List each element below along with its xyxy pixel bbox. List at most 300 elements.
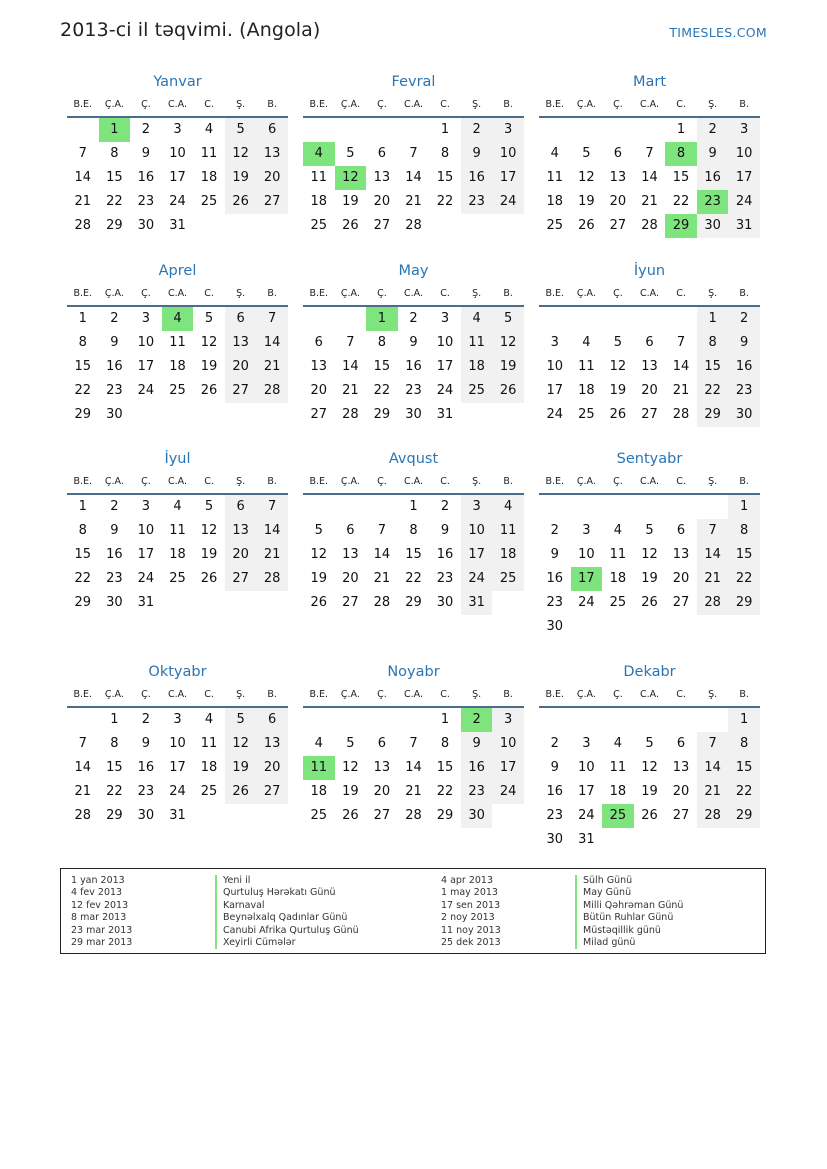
day-cell[interactable]: 6 [377, 146, 387, 161]
day-cell[interactable]: 31 [169, 808, 186, 823]
day-cell[interactable]: 13 [373, 170, 391, 185]
day-cell[interactable]: 27 [672, 595, 690, 610]
day-cell[interactable]: 6 [377, 736, 387, 751]
day-cell[interactable]: 25 [578, 407, 595, 422]
day-cell[interactable]: 7 [697, 732, 729, 756]
day-cell[interactable]: 16 [137, 760, 155, 775]
day-cell[interactable]: 16 [106, 359, 123, 374]
day-cell[interactable]: 2 [110, 499, 119, 514]
day-cell[interactable]: 7 [256, 495, 288, 519]
day-cell[interactable]: 26 [310, 595, 328, 610]
day-cell[interactable]: 1 [440, 712, 450, 727]
day-cell[interactable]: 5 [314, 523, 323, 538]
day-cell[interactable]: 7 [346, 335, 355, 350]
day-cell[interactable]: 9 [550, 547, 559, 562]
day-cell[interactable]: 12 [641, 760, 658, 775]
day-cell[interactable]: 10 [169, 736, 186, 751]
day-cell[interactable]: 4 [550, 146, 559, 161]
day-cell[interactable]: 20 [256, 166, 288, 190]
day-cell[interactable]: 24 [492, 780, 524, 804]
day-cell[interactable]: 28 [373, 595, 391, 610]
day-cell[interactable]: 1 [78, 311, 87, 326]
day-cell[interactable]: 3 [582, 523, 591, 538]
day-cell[interactable]: 18 [578, 383, 595, 398]
day-cell[interactable]: 18 [169, 359, 186, 374]
day-cell[interactable]: 25 [492, 567, 524, 591]
day-cell[interactable]: 15 [728, 756, 760, 780]
day-cell[interactable]: 11 [609, 760, 627, 775]
day-cell[interactable]: 12 [310, 547, 328, 562]
day-cell[interactable]: 26 [342, 218, 359, 233]
day-cell[interactable]: 30 [405, 407, 422, 422]
day-cell[interactable]: 14 [672, 359, 690, 374]
day-cell[interactable]: 20 [672, 784, 690, 799]
day-cell[interactable]: 16 [461, 756, 493, 780]
day-cell[interactable]: 1 [440, 122, 450, 137]
day-cell[interactable]: 9 [110, 335, 119, 350]
day-cell[interactable]: 28 [405, 218, 422, 233]
day-cell[interactable]: 3 [440, 311, 450, 326]
day-cell[interactable]: 2 [550, 736, 559, 751]
day-cell[interactable]: 20 [342, 571, 359, 586]
day-cell[interactable]: 7 [409, 736, 418, 751]
day-cell[interactable]: 28 [74, 218, 92, 233]
day-cell[interactable]: 19 [225, 166, 257, 190]
day-cell[interactable]: 30 [461, 804, 493, 828]
day-cell[interactable]: 14 [342, 359, 359, 374]
day-cell[interactable]: 17 [546, 383, 564, 398]
day-cell[interactable]: 9 [461, 142, 493, 166]
day-cell[interactable]: 30 [106, 595, 123, 610]
day-cell[interactable]: 12 [225, 732, 257, 756]
day-cell[interactable]: 21 [672, 383, 690, 398]
day-cell[interactable]: 24 [578, 808, 595, 823]
day-cell[interactable]: 30 [546, 619, 564, 634]
day-cell[interactable]: 26 [200, 383, 218, 398]
day-cell[interactable]: 17 [137, 359, 155, 374]
day-cell[interactable]: 16 [546, 571, 564, 586]
day-cell[interactable]: 3 [173, 122, 182, 137]
day-cell[interactable]: 6 [676, 523, 686, 538]
day-cell[interactable]: 29 [74, 407, 92, 422]
day-cell[interactable]: 21 [697, 567, 729, 591]
day-cell[interactable]: 27 [373, 218, 391, 233]
day-cell[interactable]: 8 [110, 146, 119, 161]
day-cell[interactable]: 26 [492, 379, 524, 403]
day-cell[interactable]: 16 [728, 355, 760, 379]
day-cell[interactable]: 10 [461, 519, 493, 543]
day-cell[interactable]: 25 [310, 808, 328, 823]
day-cell[interactable]: 11 [492, 519, 524, 543]
day-cell[interactable]: 24 [169, 784, 186, 799]
day-cell[interactable]: 29 [106, 808, 123, 823]
day-cell[interactable]: 18 [609, 571, 627, 586]
day-cell[interactable]: 27 [672, 808, 690, 823]
day-cell[interactable]: 1 [409, 499, 418, 514]
day-cell[interactable]: 2 [550, 523, 559, 538]
day-cell[interactable]: 2 [409, 311, 418, 326]
day-cell[interactable]: 16 [697, 166, 729, 190]
day-cell[interactable]: 27 [225, 379, 257, 403]
day-cell[interactable]: 13 [256, 142, 288, 166]
day-cell[interactable]: 20 [225, 543, 257, 567]
day-cell[interactable]: 4 [461, 307, 493, 331]
day-cell[interactable]: 22 [728, 567, 760, 591]
day-cell[interactable]: 27 [342, 595, 359, 610]
day-cell[interactable]: 19 [342, 194, 359, 209]
day-cell[interactable]: 20 [225, 355, 257, 379]
day-cell[interactable]: 17 [571, 567, 603, 591]
day-cell[interactable]: 27 [256, 780, 288, 804]
day-cell[interactable]: 14 [74, 170, 92, 185]
day-cell[interactable]: 19 [609, 383, 627, 398]
day-cell[interactable]: 9 [141, 146, 151, 161]
day-cell[interactable]: 4 [204, 712, 214, 727]
day-cell[interactable]: 31 [169, 218, 186, 233]
day-cell[interactable]: 24 [137, 383, 155, 398]
day-cell[interactable]: 23 [546, 595, 564, 610]
day-cell[interactable]: 6 [225, 495, 257, 519]
day-cell[interactable]: 21 [256, 543, 288, 567]
day-cell[interactable]: 5 [645, 523, 654, 538]
day-cell[interactable]: 30 [436, 595, 454, 610]
day-cell[interactable]: 5 [346, 146, 355, 161]
day-cell[interactable]: 2 [728, 307, 760, 331]
day-cell[interactable]: 29 [106, 218, 123, 233]
day-cell[interactable]: 10 [169, 146, 186, 161]
day-cell[interactable]: 8 [78, 335, 87, 350]
day-cell[interactable]: 24 [169, 194, 186, 209]
day-cell[interactable]: 11 [303, 756, 335, 780]
day-cell[interactable]: 2 [697, 118, 729, 142]
day-cell[interactable]: 15 [373, 359, 391, 374]
day-cell[interactable]: 9 [110, 523, 119, 538]
day-cell[interactable]: 6 [225, 307, 257, 331]
day-cell[interactable]: 15 [672, 170, 690, 185]
day-cell[interactable]: 29 [436, 808, 454, 823]
day-cell[interactable]: 28 [405, 808, 422, 823]
day-cell[interactable]: 26 [342, 808, 359, 823]
day-cell[interactable]: 22 [672, 194, 690, 209]
day-cell[interactable]: 22 [106, 194, 123, 209]
day-cell[interactable]: 11 [578, 359, 595, 374]
day-cell[interactable]: 28 [697, 804, 729, 828]
day-cell[interactable]: 30 [137, 218, 155, 233]
day-cell[interactable]: 13 [609, 170, 627, 185]
day-cell[interactable]: 29 [728, 591, 760, 615]
day-cell[interactable]: 5 [645, 736, 654, 751]
day-cell[interactable]: 15 [405, 547, 422, 562]
day-cell[interactable]: 12 [200, 523, 218, 538]
day-cell[interactable]: 10 [492, 732, 524, 756]
day-cell[interactable]: 7 [409, 146, 418, 161]
day-cell[interactable]: 11 [546, 170, 564, 185]
day-cell[interactable]: 20 [672, 571, 690, 586]
day-cell[interactable]: 4 [162, 307, 194, 331]
day-cell[interactable]: 6 [645, 335, 654, 350]
day-cell[interactable]: 22 [405, 571, 422, 586]
day-cell[interactable]: 22 [106, 784, 123, 799]
day-cell[interactable]: 17 [492, 166, 524, 190]
day-cell[interactable]: 4 [314, 736, 323, 751]
day-cell[interactable]: 27 [225, 567, 257, 591]
day-cell[interactable]: 30 [697, 214, 729, 238]
day-cell[interactable]: 25 [200, 194, 218, 209]
day-cell[interactable]: 20 [373, 784, 391, 799]
day-cell[interactable]: 27 [609, 218, 627, 233]
day-cell[interactable]: 20 [256, 756, 288, 780]
day-cell[interactable]: 2 [141, 122, 151, 137]
day-cell[interactable]: 18 [310, 194, 328, 209]
day-cell[interactable]: 25 [546, 218, 564, 233]
day-cell[interactable]: 1 [110, 712, 119, 727]
day-cell[interactable]: 8 [440, 736, 450, 751]
day-cell[interactable]: 27 [641, 407, 658, 422]
day-cell[interactable]: 9 [728, 331, 760, 355]
day-cell[interactable]: 10 [137, 523, 155, 538]
day-cell[interactable]: 17 [728, 166, 760, 190]
day-cell[interactable]: 9 [409, 335, 418, 350]
day-cell[interactable]: 26 [641, 808, 658, 823]
day-cell[interactable]: 4 [613, 736, 623, 751]
day-cell[interactable]: 13 [225, 331, 257, 355]
day-cell[interactable]: 28 [641, 218, 658, 233]
day-cell[interactable]: 14 [74, 760, 92, 775]
day-cell[interactable]: 18 [169, 547, 186, 562]
day-cell[interactable]: 11 [169, 335, 186, 350]
day-cell[interactable]: 13 [672, 547, 690, 562]
day-cell[interactable]: 10 [578, 547, 595, 562]
day-cell[interactable]: 6 [314, 335, 323, 350]
day-cell[interactable]: 8 [409, 523, 418, 538]
day-cell[interactable]: 9 [550, 760, 559, 775]
day-cell[interactable]: 3 [728, 118, 760, 142]
day-cell[interactable]: 14 [405, 170, 422, 185]
day-cell[interactable]: 18 [546, 194, 564, 209]
day-cell[interactable]: 8 [665, 142, 697, 166]
day-cell[interactable]: 3 [492, 118, 524, 142]
day-cell[interactable]: 21 [373, 571, 391, 586]
day-cell[interactable]: 25 [169, 383, 186, 398]
day-cell[interactable]: 14 [697, 756, 729, 780]
day-cell[interactable]: 12 [578, 170, 595, 185]
day-cell[interactable]: 3 [173, 712, 182, 727]
day-cell[interactable]: 11 [310, 170, 328, 185]
day-cell[interactable]: 11 [461, 331, 493, 355]
day-cell[interactable]: 15 [74, 547, 92, 562]
day-cell[interactable]: 31 [137, 595, 155, 610]
day-cell[interactable]: 23 [546, 808, 564, 823]
day-cell[interactable]: 5 [204, 311, 214, 326]
day-cell[interactable]: 5 [225, 708, 257, 732]
day-cell[interactable]: 30 [137, 808, 155, 823]
day-cell[interactable]: 23 [137, 784, 155, 799]
day-cell[interactable]: 1 [99, 118, 131, 142]
day-cell[interactable]: 5 [613, 335, 623, 350]
day-cell[interactable]: 4 [204, 122, 214, 137]
day-cell[interactable]: 16 [106, 547, 123, 562]
day-cell[interactable]: 21 [405, 194, 422, 209]
day-cell[interactable]: 19 [578, 194, 595, 209]
day-cell[interactable]: 14 [697, 543, 729, 567]
day-cell[interactable]: 15 [74, 359, 92, 374]
day-cell[interactable]: 25 [609, 595, 627, 610]
day-cell[interactable]: 18 [492, 543, 524, 567]
day-cell[interactable]: 2 [110, 311, 119, 326]
day-cell[interactable]: 6 [256, 708, 288, 732]
day-cell[interactable]: 16 [405, 359, 422, 374]
day-cell[interactable]: 21 [641, 194, 658, 209]
day-cell[interactable]: 23 [461, 190, 493, 214]
day-cell[interactable]: 20 [609, 194, 627, 209]
day-cell[interactable]: 17 [578, 784, 595, 799]
day-cell[interactable]: 8 [697, 331, 729, 355]
day-cell[interactable]: 12 [492, 331, 524, 355]
day-cell[interactable]: 1 [728, 708, 760, 732]
day-cell[interactable]: 14 [641, 170, 658, 185]
day-cell[interactable]: 28 [74, 808, 92, 823]
day-cell[interactable]: 9 [461, 732, 493, 756]
day-cell[interactable]: 26 [225, 190, 257, 214]
day-cell[interactable]: 9 [440, 523, 450, 538]
day-cell[interactable]: 13 [225, 519, 257, 543]
day-cell[interactable]: 24 [461, 567, 493, 591]
day-cell[interactable]: 19 [641, 571, 658, 586]
day-cell[interactable]: 8 [728, 732, 760, 756]
day-cell[interactable]: 19 [492, 355, 524, 379]
day-cell[interactable]: 15 [697, 355, 729, 379]
day-cell[interactable]: 24 [546, 407, 564, 422]
day-cell[interactable]: 10 [728, 142, 760, 166]
day-cell[interactable]: 14 [373, 547, 391, 562]
day-cell[interactable]: 5 [582, 146, 591, 161]
day-cell[interactable]: 13 [641, 359, 658, 374]
day-cell[interactable]: 13 [256, 732, 288, 756]
day-cell[interactable]: 20 [373, 194, 391, 209]
day-cell[interactable]: 31 [461, 591, 493, 615]
day-cell[interactable]: 26 [578, 218, 595, 233]
day-cell[interactable]: 21 [74, 784, 92, 799]
day-cell[interactable]: 6 [613, 146, 623, 161]
day-cell[interactable]: 4 [613, 523, 623, 538]
day-cell[interactable]: 26 [200, 571, 218, 586]
day-cell[interactable]: 1 [78, 499, 87, 514]
day-cell[interactable]: 16 [461, 166, 493, 190]
day-cell[interactable]: 6 [346, 523, 355, 538]
day-cell[interactable]: 17 [169, 760, 186, 775]
day-cell[interactable]: 15 [436, 760, 454, 775]
day-cell[interactable]: 12 [335, 166, 367, 190]
day-cell[interactable]: 29 [665, 214, 697, 238]
day-cell[interactable]: 28 [342, 407, 359, 422]
day-cell[interactable]: 17 [436, 359, 454, 374]
day-cell[interactable]: 17 [461, 543, 493, 567]
day-cell[interactable]: 12 [342, 760, 359, 775]
day-cell[interactable]: 8 [728, 519, 760, 543]
day-cell[interactable]: 3 [550, 335, 559, 350]
day-cell[interactable]: 23 [461, 780, 493, 804]
day-cell[interactable]: 13 [310, 359, 328, 374]
day-cell[interactable]: 10 [137, 335, 155, 350]
day-cell[interactable]: 25 [602, 804, 634, 828]
day-cell[interactable]: 19 [225, 756, 257, 780]
day-cell[interactable]: 4 [173, 499, 182, 514]
day-cell[interactable]: 11 [200, 146, 218, 161]
day-cell[interactable]: 3 [582, 736, 591, 751]
day-cell[interactable]: 18 [310, 784, 328, 799]
day-cell[interactable]: 15 [106, 170, 123, 185]
day-cell[interactable]: 10 [492, 142, 524, 166]
day-cell[interactable]: 18 [609, 784, 627, 799]
day-cell[interactable]: 22 [697, 379, 729, 403]
day-cell[interactable]: 1 [697, 307, 729, 331]
day-cell[interactable]: 4 [582, 335, 591, 350]
day-cell[interactable]: 28 [697, 591, 729, 615]
day-cell[interactable]: 14 [405, 760, 422, 775]
site-link[interactable]: TIMESLES.COM [669, 25, 767, 40]
day-cell[interactable]: 10 [578, 760, 595, 775]
day-cell[interactable]: 5 [346, 736, 355, 751]
day-cell[interactable]: 18 [200, 760, 218, 775]
day-cell[interactable]: 7 [676, 335, 686, 350]
day-cell[interactable]: 22 [373, 383, 391, 398]
day-cell[interactable]: 27 [310, 407, 328, 422]
day-cell[interactable]: 19 [200, 547, 218, 562]
day-cell[interactable]: 17 [169, 170, 186, 185]
day-cell[interactable]: 24 [492, 190, 524, 214]
day-cell[interactable]: 23 [697, 190, 729, 214]
day-cell[interactable]: 2 [461, 118, 493, 142]
day-cell[interactable]: 20 [641, 383, 658, 398]
day-cell[interactable]: 26 [641, 595, 658, 610]
day-cell[interactable]: 19 [342, 784, 359, 799]
day-cell[interactable]: 7 [78, 146, 87, 161]
day-cell[interactable]: 16 [546, 784, 564, 799]
day-cell[interactable]: 29 [74, 595, 92, 610]
day-cell[interactable]: 22 [74, 383, 92, 398]
day-cell[interactable]: 14 [256, 519, 288, 543]
day-cell[interactable]: 30 [106, 407, 123, 422]
day-cell[interactable]: 15 [106, 760, 123, 775]
day-cell[interactable]: 30 [546, 832, 564, 847]
day-cell[interactable]: 21 [74, 194, 92, 209]
day-cell[interactable]: 7 [697, 519, 729, 543]
day-cell[interactable]: 2 [440, 499, 450, 514]
day-cell[interactable]: 27 [256, 190, 288, 214]
day-cell[interactable]: 15 [436, 170, 454, 185]
day-cell[interactable]: 11 [200, 736, 218, 751]
day-cell[interactable]: 14 [256, 331, 288, 355]
day-cell[interactable]: 26 [225, 780, 257, 804]
day-cell[interactable]: 5 [492, 307, 524, 331]
day-cell[interactable]: 12 [200, 335, 218, 350]
day-cell[interactable]: 18 [461, 355, 493, 379]
day-cell[interactable]: 7 [645, 146, 654, 161]
day-cell[interactable]: 31 [436, 407, 454, 422]
day-cell[interactable]: 3 [461, 495, 493, 519]
day-cell[interactable]: 13 [672, 760, 690, 775]
day-cell[interactable]: 15 [728, 543, 760, 567]
day-cell[interactable]: 21 [256, 355, 288, 379]
day-cell[interactable]: 9 [697, 142, 729, 166]
day-cell[interactable]: 29 [697, 403, 729, 427]
day-cell[interactable]: 26 [609, 407, 627, 422]
day-cell[interactable]: 18 [200, 170, 218, 185]
day-cell[interactable]: 7 [256, 307, 288, 331]
day-cell[interactable]: 30 [728, 403, 760, 427]
day-cell[interactable]: 23 [106, 383, 123, 398]
day-cell[interactable]: 11 [609, 547, 627, 562]
